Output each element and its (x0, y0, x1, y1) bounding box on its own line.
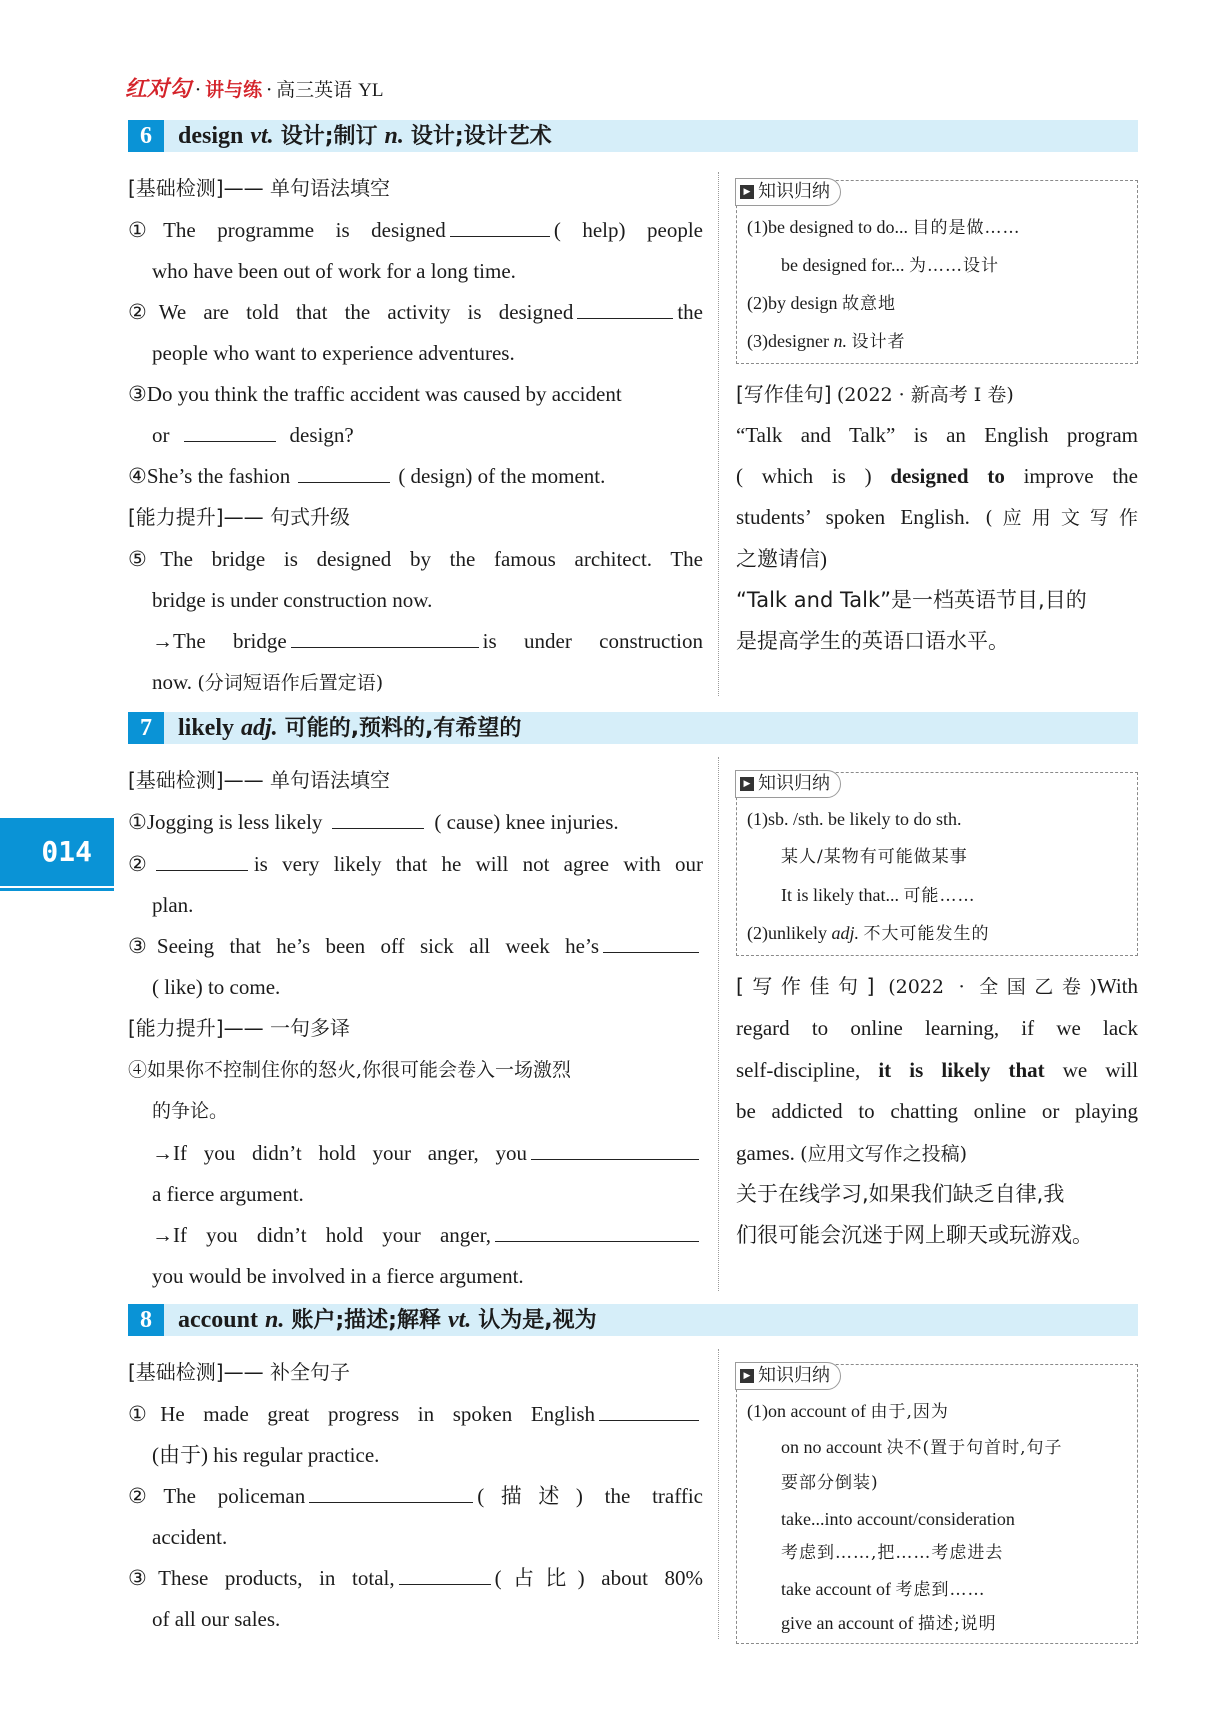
exercise-line: ②The policeman (描述) the traffic (128, 1484, 703, 1508)
writing-line: “Talk and Talk”是一档英语节目,目的 (736, 588, 1087, 612)
exercise-line: now. (分词短语作后置定语) (152, 670, 384, 694)
page-tab-underline (0, 888, 114, 891)
exercise-label: [基础检测]—— 单句语法填空 (128, 768, 390, 792)
header-title: 高三英语 (276, 79, 353, 101)
play-arrow-icon: ▶ (740, 777, 754, 791)
brand-logo: 红对勾 (125, 77, 192, 102)
exercise-label: [基础检测]—— 单句语法填空 (128, 176, 390, 200)
definition: 认为是,视为 (478, 1308, 597, 1333)
knowledge-line: give an account of 描述;说明 (781, 1613, 997, 1634)
exercise-line: ①The programme is designed ( help) people (128, 218, 703, 242)
knowledge-line: 某人/某物有可能做某事 (781, 847, 968, 867)
section-number: 8 (128, 1304, 164, 1336)
exercise-line: →If you didn’t hold your anger, (152, 1221, 703, 1249)
knowledge-box (736, 180, 1138, 364)
answer-blank[interactable] (298, 462, 390, 483)
exercise-line: a fierce argument. (152, 1182, 304, 1206)
writing-line: students’ spoken English. (应用文写作 (736, 505, 1139, 529)
exercise-line: ④She’s the fashion ( design) of the moment. (128, 464, 606, 488)
exercise-line: ③These products, in total, (占比) about 80% (128, 1566, 703, 1590)
exercise-label: [基础检测]—— 补全句子 (128, 1360, 350, 1384)
definition: 设计;设计艺术 (410, 124, 552, 149)
header-subtitle: 讲与练 (205, 79, 263, 101)
headword: account (178, 1307, 258, 1333)
writing-line: [写作佳句] (2022 · 新高考 Ⅰ 卷) (736, 382, 1014, 406)
definition: 可能的,预料的,有希望的 (284, 716, 522, 741)
writing-line: 关于在线学习,如果我们缺乏自律,我 (736, 1182, 1065, 1206)
section-heading-7 (128, 712, 1138, 744)
part-of-speech: n. (265, 1307, 285, 1333)
exercise-line: ③Do you think the traffic accident was caused by accident (128, 382, 622, 406)
section-number: 7 (128, 712, 164, 744)
answer-blank[interactable] (309, 1482, 473, 1503)
knowledge-line: 要部分倒装) (781, 1473, 879, 1493)
definition: 账户;描述;解释 (291, 1308, 441, 1333)
writing-line: “Talk and Talk” is an English program (736, 423, 1138, 447)
writing-line: games. (应用文写作之投稿) (736, 1141, 967, 1165)
knowledge-line: take...into account/consideration (781, 1509, 1015, 1529)
writing-line: 是提高学生的英语口语水平。 (736, 629, 1009, 653)
exercise-line: ③Seeing that he’s been off sick all week he’s (128, 932, 703, 960)
exercise-line: accident. (152, 1525, 228, 1549)
knowledge-tag: ▶ 知识归纳 (735, 1362, 841, 1390)
writing-line: [写作佳句] (2022 · 全国乙卷)With (736, 974, 1138, 998)
answer-blank[interactable] (184, 421, 276, 442)
exercise-line: ( like) to come. (152, 975, 281, 999)
exercise-line: →The bridge is under construction (152, 629, 703, 653)
knowledge-box (736, 772, 1138, 956)
play-arrow-icon: ▶ (740, 185, 754, 199)
answer-blank[interactable] (156, 850, 248, 871)
knowledge-line: It is likely that... 可能…… (781, 885, 976, 906)
section-heading-8 (128, 1304, 1138, 1336)
answer-blank[interactable] (399, 1564, 491, 1585)
writing-line: ( which is ) designed to improve the (736, 464, 1138, 488)
knowledge-line: (2)unlikely adj. 不大可能发生的 (747, 923, 990, 944)
exercise-line: ⑤The bridge is designed by the famous architect. The (128, 547, 703, 571)
part-of-speech: vt. (447, 1307, 472, 1333)
knowledge-line: (1)on account of 由于,因为 (747, 1401, 949, 1422)
page-number-tab: 014 (0, 818, 114, 886)
writing-line: regard to online learning, if we lack (736, 1016, 1138, 1040)
exercise-label: [能力提升]—— 一句多译 (128, 1016, 350, 1040)
writing-line: 们很可能会沉迷于网上聊天或玩游戏。 (736, 1223, 1093, 1247)
header-code: YL (358, 80, 384, 101)
exercise-line: you would be involved in a fierce argument. (152, 1264, 524, 1288)
knowledge-line: (3)designer n. 设计者 (747, 331, 906, 352)
headword: likely (178, 715, 235, 741)
knowledge-line: (1)sb. /sth. be likely to do sth. (747, 809, 962, 829)
knowledge-tag: ▶ 知识归纳 (735, 178, 841, 206)
exercise-line: plan. (152, 893, 194, 917)
answer-blank[interactable] (495, 1221, 699, 1242)
answer-blank[interactable] (603, 932, 699, 953)
knowledge-line: (1)be designed to do... 目的是做…… (747, 217, 1021, 238)
knowledge-line: (2)by design 故意地 (747, 293, 896, 314)
knowledge-line: 考虑到……,把……考虑进去 (781, 1543, 1004, 1563)
part-of-speech: vt. (250, 123, 274, 149)
column-divider (718, 757, 719, 1291)
exercise-line: 的争论。 (152, 1100, 229, 1122)
headword: design (178, 123, 244, 149)
column-divider (718, 1349, 719, 1639)
knowledge-box (736, 1364, 1138, 1644)
knowledge-line: be designed for... 为……设计 (781, 255, 999, 276)
section-number: 6 (128, 120, 164, 152)
exercise-line: ①He made great progress in spoken English (128, 1400, 703, 1428)
writing-line: self-discipline, it is likely that we will (736, 1058, 1139, 1082)
exercise-line: who have been out of work for a long time. (152, 259, 516, 283)
part-of-speech: adj. (241, 715, 278, 741)
writing-line: 之邀请信) (736, 547, 827, 571)
exercise-line: of all our sales. (152, 1607, 281, 1631)
exercise-line: ② is very likely that he will not agree with our (128, 852, 703, 876)
running-header: 红对勾 · 讲与练 · 高三英语 YL (125, 77, 384, 102)
exercise-line: or design? (152, 423, 354, 447)
answer-blank[interactable] (599, 1400, 699, 1421)
exercise-line: people who want to experience adventures. (152, 341, 515, 365)
definition: 设计;制订 (280, 124, 378, 149)
section-heading-6 (128, 120, 1138, 152)
knowledge-line: take account of 考虑到…… (781, 1579, 986, 1600)
writing-line: be addicted to chatting online or playing (736, 1099, 1138, 1123)
answer-blank[interactable] (450, 216, 550, 237)
answer-blank[interactable] (332, 808, 424, 829)
knowledge-line: on no account 决不(置于句首时,句子 (781, 1437, 1063, 1458)
exercise-line: →If you didn’t hold your anger, you (152, 1139, 703, 1167)
answer-blank[interactable] (291, 627, 479, 648)
exercise-line: bridge is under construction now. (152, 588, 433, 612)
exercise-line: ④如果你不控制住你的怒火,你很可能会卷入一场激烈 (128, 1059, 572, 1081)
exercise-line: ①Jogging is less likely ( cause) knee injuries. (128, 810, 619, 834)
exercise-line: (由于) his regular practice. (152, 1443, 380, 1467)
column-divider (718, 172, 719, 696)
answer-blank[interactable] (531, 1139, 699, 1160)
knowledge-tag: ▶ 知识归纳 (735, 770, 841, 798)
part-of-speech: n. (384, 123, 404, 149)
answer-blank[interactable] (577, 298, 673, 319)
exercise-label: [能力提升]—— 句式升级 (128, 505, 350, 529)
exercise-line: ②We are told that the activity is designed the (128, 300, 703, 324)
play-arrow-icon: ▶ (740, 1369, 754, 1383)
